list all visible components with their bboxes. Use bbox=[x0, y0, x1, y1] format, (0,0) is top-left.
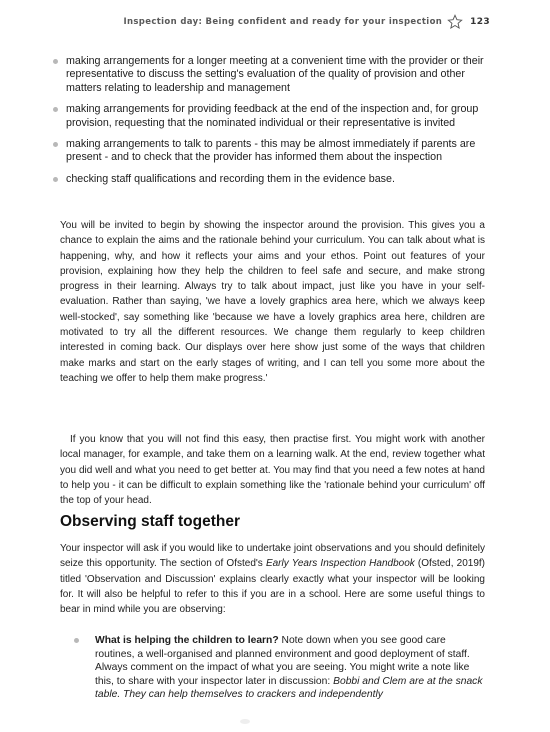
running-head bbox=[123, 14, 490, 30]
bullet-dot bbox=[53, 177, 58, 182]
section-heading: Observing staff together bbox=[60, 513, 240, 530]
tip-lead: What is helping the children to learn? bbox=[95, 635, 279, 646]
list-item: making arrangements for providing feedback at the end of the inspection and, for group provision, requesting that the nominated individual or their representative is invited bbox=[66, 103, 484, 130]
page-number: 123 bbox=[470, 17, 490, 27]
body-paragraph-observation: Your inspector will ask if you would like to undertake joint observations and you should definitely seize this opportunity. The section of Ofsted's Early Years Inspection Handbook (Ofsted, 2019f) titled 'Observation and Discussion' explains clearly exactly what your inspector will be looking for. It will also be helpful to refer to this if you are in a school. Here are some useful things to bear in mind while you are observing: bbox=[60, 543, 486, 616]
running-head-title: Inspection day: Being confident and ready for your inspection bbox=[123, 17, 443, 27]
bullet-dot bbox=[53, 142, 58, 147]
list-item: making arrangements for a longer meeting at a convenient time with the provider or their representative to discuss the setting's evaluation of the quality of provision and other matters relating to leadership and management bbox=[66, 55, 484, 95]
example-note: Bobbi and Clem are at the snack table. They can help themselves to crackers and independently bbox=[95, 675, 483, 701]
list-item: checking staff qualifications and recording them in the evidence base. bbox=[66, 173, 484, 186]
star-outline-icon bbox=[447, 14, 463, 30]
observation-tips-list bbox=[95, 634, 485, 702]
handbook-title: Early Years Inspection Handbook bbox=[265, 558, 415, 570]
bullet-dot bbox=[53, 107, 58, 112]
bullet-dot bbox=[53, 59, 58, 64]
body-paragraph-practise: If you know that you will not find this easy, then practise first. You might work with another local manager, for example, and take them on a learning walk. At the end, review together what you did well and what you need to get better at. You may find that you need a few notes at hand to help you - it can be difficult to explain something like the 'rationale behind your curriculum' off the top of your head. bbox=[60, 434, 485, 507]
list-item: What is helping the children to learn? Note down when you see good care routines, a well-organised and planned environment and good deployment of staff. Always comment on the impact of what you are seeing. You might write a note like this, to share with your inspector later in discussion: Bobbi and Clem are at the snack table. They can help themselves to crackers and independently bbox=[95, 634, 485, 702]
inspection-arrangements-list bbox=[66, 55, 484, 194]
list-item: making arrangements to talk to parents - this may be almost immediately if parents are present - and to check that the provider has informed them about the inspection bbox=[66, 138, 484, 165]
body-paragraph-tour: You will be invited to begin by showing the inspector around the provision. This gives you a chance to explain the aims and the rationale behind your curriculum. You can talk about what is happening, why, and how it reflects your aims and your ethos. Point out features of your provision, explaining how they help the children to feel safe and secure, and make strong progress in their learning. Always try to talk about impact, just like you have in your self-evaluation. Rather than saying, 'we have a lovely graphics area here, which we always keep well-stocked', say something like 'because we have a lovely graphics area here, children are motivated to try all the different resources. We change them regularly to keep children interested in coming back. Our displays over here show just some of the ways that children make marks and start on the early stages of writing, and I can tell you some more about the teaching we offer to help them make progress.' bbox=[60, 220, 485, 384]
bullet-dot bbox=[74, 638, 79, 643]
page-smudge bbox=[240, 719, 250, 724]
